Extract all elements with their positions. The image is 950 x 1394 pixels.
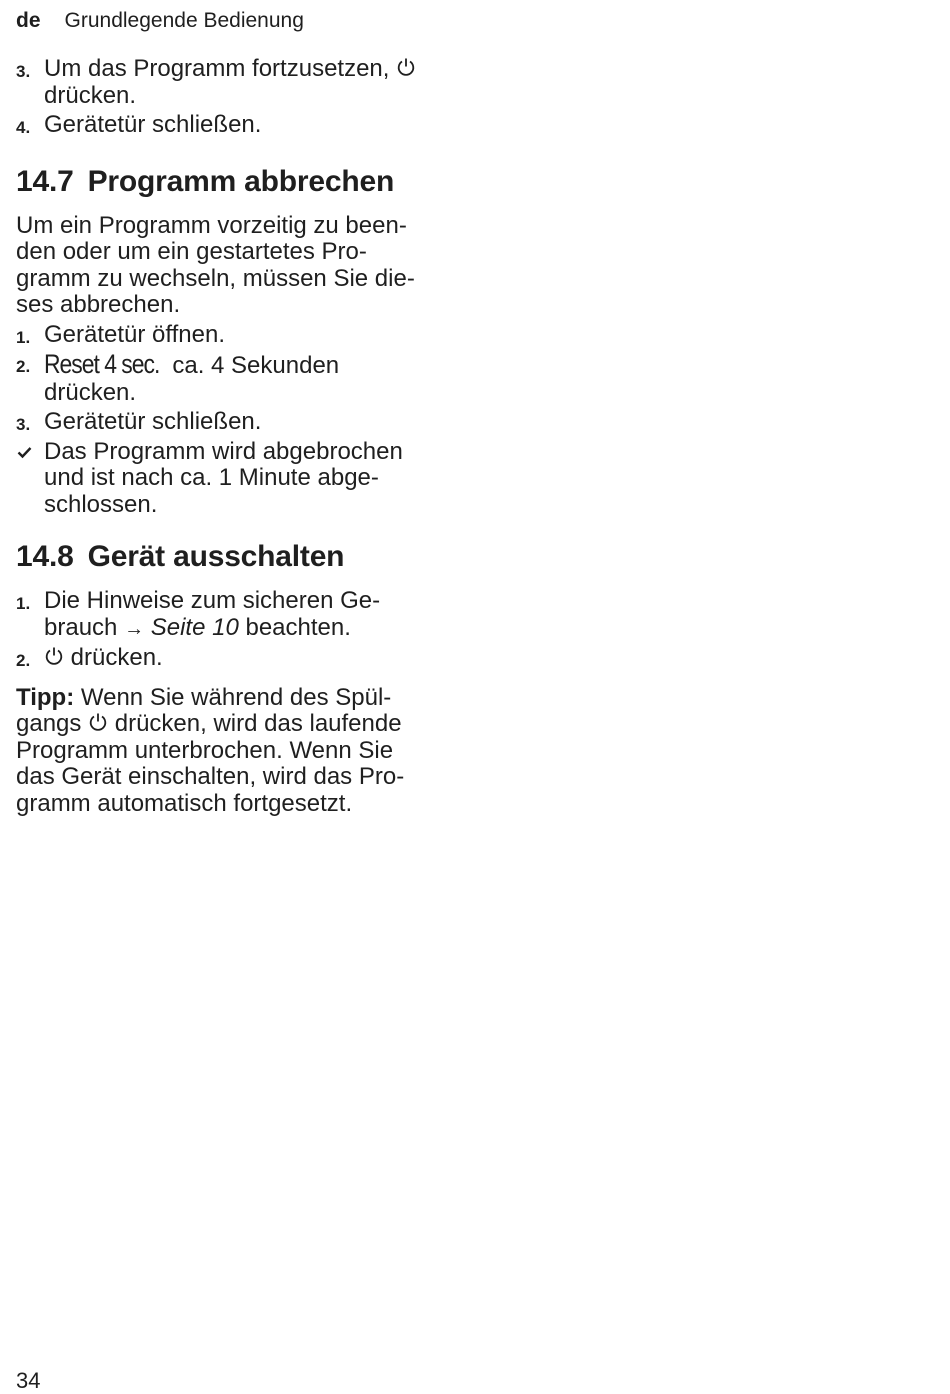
section-title: Gerät ausschalten (87, 540, 345, 573)
step-text: ca. 4 Sekunden (165, 352, 340, 379)
result-item (16, 439, 456, 519)
step-number: 3. (16, 62, 31, 81)
language-code: de (16, 9, 41, 32)
step-text: Gerätetür öffnen. (44, 320, 226, 348)
step-number: 2. (16, 357, 31, 376)
text-line: gramm automatisch fortgesetzt. (16, 789, 353, 817)
step-text: drücken. (70, 644, 163, 671)
step-text: Gerätetür schließen. (44, 111, 262, 138)
list-item (16, 588, 456, 642)
step-text: brauch (44, 613, 125, 641)
text-line: Um ein Programm vorzeitig zu been- (16, 211, 407, 239)
list-item (16, 645, 456, 672)
step-text: Gerätetür schließen. (44, 408, 262, 435)
section-number: 14.8 (16, 540, 74, 573)
intro-paragraph (16, 213, 456, 319)
reset-key-label: Reset 4 sec. (44, 349, 160, 379)
text-line: Wenn Sie während des Spül- (80, 683, 392, 711)
tip-label: Tipp: (16, 683, 75, 711)
section-number: 14.7 (16, 164, 74, 198)
text-line: Programm unterbrochen. Wenn Sie (16, 736, 394, 764)
step-text: drücken. (44, 378, 137, 406)
text-line: drücken, wird das laufende (114, 710, 402, 737)
section-title: Programm abbrechen (87, 164, 395, 198)
list-item (16, 409, 456, 436)
section-heading (16, 165, 456, 199)
power-icon (396, 57, 416, 78)
list-item (16, 112, 456, 139)
text-line: ses abbrechen. (16, 291, 181, 318)
section-name: Grundlegende Bedienung (64, 9, 304, 32)
text-line: das Gerät einschalten, wird das Pro- (16, 763, 405, 790)
text-line: gramm zu wechseln, müssen Sie die- (16, 264, 415, 292)
step-text: drücken. (44, 81, 137, 109)
step-text: Um das Programm fortzusetzen, (44, 55, 390, 82)
page-number: 34 (16, 1368, 41, 1393)
step-number: 1. (16, 594, 31, 613)
step-text: Die Hinweise zum sicheren Ge- (44, 587, 381, 614)
tip-paragraph (16, 685, 456, 818)
main-content (16, 56, 456, 817)
list-item (16, 351, 456, 406)
list-item (16, 56, 456, 109)
page-header (16, 8, 304, 34)
text-line: gangs (16, 710, 82, 737)
power-icon (44, 646, 64, 667)
page-reference-link[interactable]: Seite 10 (150, 613, 239, 641)
result-text: und ist nach ca. 1 Minute abge- (44, 464, 379, 491)
result-text: Das Programm wird abgebrochen (44, 437, 403, 465)
step-text: beachten. (238, 613, 351, 641)
step-number: 1. (16, 327, 31, 347)
check-icon (17, 446, 32, 459)
arrow-icon: → (124, 617, 145, 640)
section-heading (16, 540, 456, 574)
text-line: den oder um ein gestartetes Pro- (16, 238, 367, 265)
power-icon (88, 712, 108, 733)
step-number: 3. (16, 415, 31, 434)
list-item (16, 322, 456, 349)
result-text: schlossen. (44, 490, 158, 518)
step-number: 4. (16, 118, 31, 137)
step-number: 2. (16, 651, 31, 670)
